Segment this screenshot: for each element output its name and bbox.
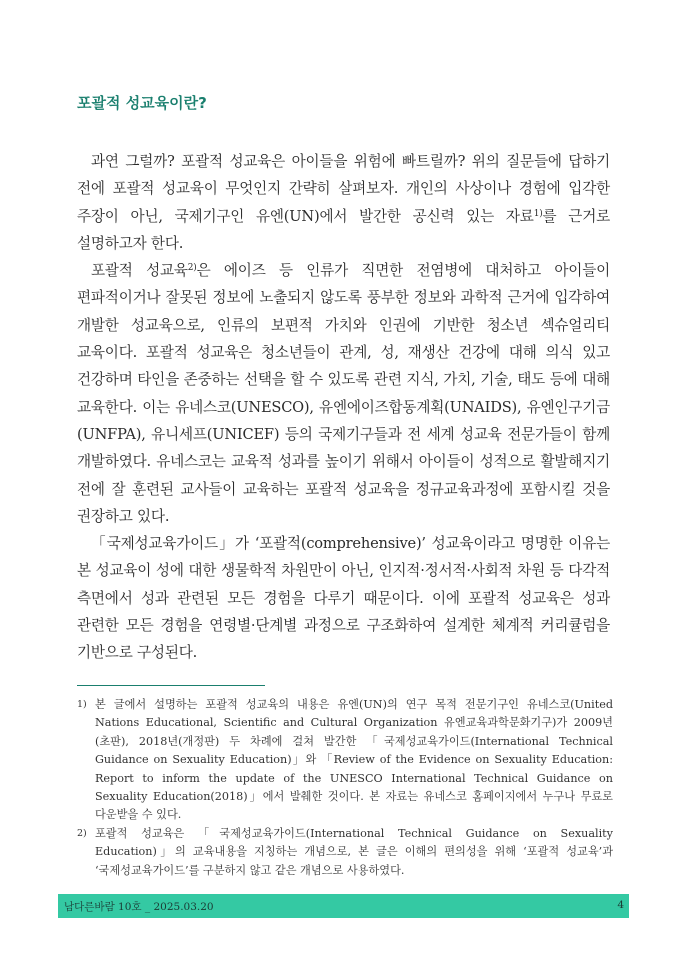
page-number: 4 <box>617 899 624 911</box>
footnotes <box>77 696 613 880</box>
footnote-text: 포괄적 성교육은 「국제성교육가이드(International Technical Guidance on Sexuality Education)」의 교육내용을 지칭하는 개념으로, 본 글은 이해의 편의성을 위해 ‘포괄적 성교육’과 ‘국제성교육가이드’를 구분하지 않고 같은 개념으로 사용하였다. <box>95 826 613 877</box>
paragraph-2 <box>77 257 610 530</box>
footnote-ref-2: 2) <box>187 263 197 274</box>
paragraph-text: 포괄적 성교육 <box>91 262 188 280</box>
paragraph-text: 과연 그럴까? 포괄적 성교육은 아이들을 위험에 빠트릴까? 위의 질문들에 답하기 전에 포괄적 성교육이 무엇인지 간략히 살펴보자. 개인의 사상이나 경험에 입각한 주장이 아닌, 국제기구인 유엔(UN)에서 발간한 공신력 있는 자료 <box>77 153 610 225</box>
section-heading: 포괄적 성교육이란? <box>77 94 207 112</box>
paragraph-3 <box>77 530 610 666</box>
footnote-divider <box>77 685 265 686</box>
paragraph-1 <box>77 148 610 257</box>
footnote-ref-1: 1) <box>533 208 543 219</box>
body-text <box>77 148 610 667</box>
footnote-number: 2) <box>77 827 87 839</box>
paragraph-text: 를 근거로 설명하고자 한다. <box>77 207 611 252</box>
footnote-number: 1) <box>77 699 87 710</box>
footer-bar <box>58 894 629 918</box>
footnote-text: 본 글에서 설명하는 포괄적 성교육의 내용은 유엔(UN)의 연구 목적 전문기구인 유네스코(United Nations Educational, Scientific and Cultural Organization 유엔교육과학문화기구)가 2009년(초판), 2018년(개정판) 두 차례에 걸쳐 발간한 「국제성교육가이드(International Technical Guidance on Sexuality Education)」와 「Review of the Evidence on Sexuality Education: Report to inform the update of the UNESCO International Technical Guidance on Sexuality Education(2018)」에서 발췌한 것이다. 본 자료는 유네스코 홈페이지에서 누구나 무료로 다운받을 수 있다. <box>95 698 613 822</box>
paragraph-text: 「국제성교육가이드」가 ‘포괄적(comprehensive)’ 성교육이라고 명명한 이유는 본 성교육이 성에 대한 생물학적 차원만이 아닌, 인지적·정서적·사회적 차원 등 다각적 측면에서 성과 관련된 모든 경험을 다루기 때문이다. 이에 포괄적 성교육은 성과 관련한 모든 경험을 연령별·단계별 과정으로 구조화하여 설계한 체계적 커리큘럼을 기반으로 구성된다. <box>77 535 610 662</box>
footnote-1 <box>77 696 613 825</box>
footer-publication: 남다른바람 10호 _ 2025.03.20 <box>64 901 214 913</box>
footnote-2 <box>77 825 613 880</box>
paragraph-text: 은 에이즈 등 인류가 직면한 전염병에 대처하고 아이들이 편파적이거나 잘못된 정보에 노출되지 않도록 풍부한 정보와 과학적 근거에 입각하여 개발한 성교육으로, 인류의 보편적 가치와 인권에 기반한 청소년 섹슈얼리티 교육이다. 포괄적 성교육은 청소년들이 관계, 성, 재생산 건강에 대해 의식 있고 건강하며 타인을 존중하는 선택을 할 수 있도록 관련 지식, 가치, 기술, 태도 등에 대해 교육한다. 이는 유네스코(UNESCO), 유엔에이즈합동계획(UNAIDS), 유엔인구기금(UNFPA), 유니세프(UNICEF) 등의 국제기구들과 전 세계 성교육 전문가들이 함께 개발하였다. 유네스코는 교육적 성과를 높이기 위해서 아이들이 성적으로 활발해지기 전에 잘 훈련된 교사들이 교육하는 포괄적 성교육을 정규교육과정에 포함시킬 것을 권장하고 있다. <box>77 262 611 525</box>
